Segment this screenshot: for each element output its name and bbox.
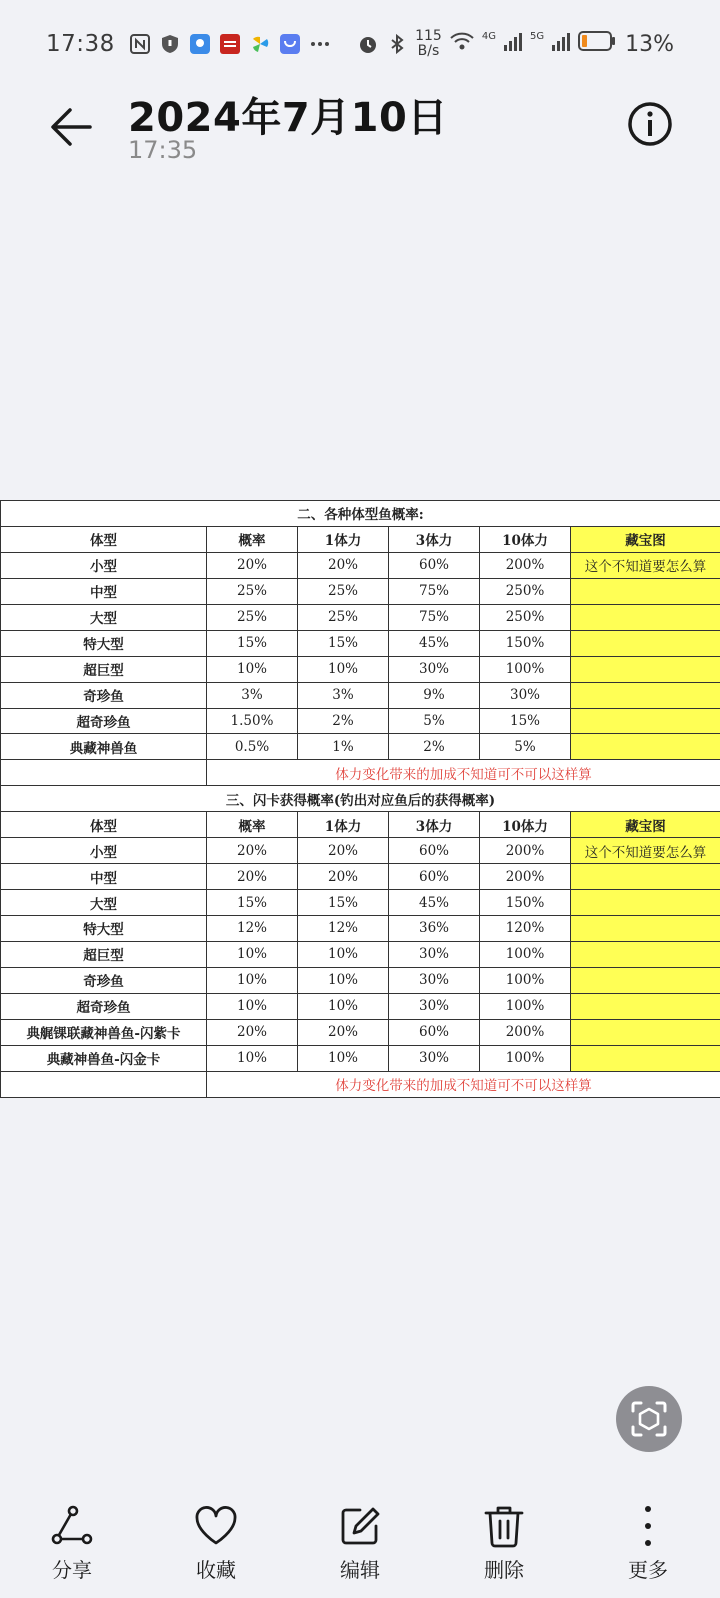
probability-cell: 150% — [480, 890, 571, 916]
probability-cell: 10% — [207, 993, 298, 1019]
fish-type-cell: 奇珍鱼 — [1, 967, 207, 993]
probability-cell: 150% — [480, 630, 571, 656]
probability-cell: 30% — [389, 993, 480, 1019]
status-time: 17:38 — [46, 31, 115, 57]
treasure-map-cell — [571, 890, 720, 916]
probability-cell: 10% — [298, 941, 389, 967]
probability-cell: 0.5% — [207, 734, 298, 760]
table3-note-row — [1, 1071, 720, 1097]
probability-cell: 10% — [207, 967, 298, 993]
alarm-icon — [357, 33, 379, 55]
probability-cell: 10% — [207, 941, 298, 967]
treasure-map-cell — [571, 993, 720, 1019]
fish-type-cell: 典艉锞联藏神兽鱼-闪紫卡 — [1, 1019, 207, 1045]
status-bar — [0, 0, 720, 88]
fish-type-cell: 小型 — [1, 838, 207, 864]
table2-note-text: 体力变化带来的加成不知道可不可以这样算 — [207, 760, 720, 786]
battery-percent: 13% — [625, 31, 674, 57]
table3-col-header: 概率 — [207, 812, 298, 838]
table3-row — [1, 967, 720, 993]
empty-cell — [1, 760, 207, 786]
table2-col-header: 藏宝图 — [571, 526, 720, 552]
treasure-map-cell — [571, 656, 720, 682]
wifi-icon — [449, 30, 475, 58]
empty-cell — [1, 1071, 207, 1097]
table2-note-row — [1, 760, 720, 786]
table2-header-row — [1, 526, 720, 552]
fish-type-cell: 超奇珍鱼 — [1, 708, 207, 734]
probability-cell: 2% — [389, 734, 480, 760]
probability-cell: 200% — [480, 1019, 571, 1045]
probability-cell: 25% — [298, 604, 389, 630]
section3-title: 三、闪卡获得概率(钓出对应鱼后的获得概率) — [1, 786, 720, 812]
table2-row — [1, 734, 720, 760]
probability-cell: 250% — [480, 604, 571, 630]
probability-cell: 200% — [480, 838, 571, 864]
table3-col-header: 体型 — [1, 812, 207, 838]
page-subtitle-time: 17:35 — [128, 136, 198, 164]
gongxin-app-icon — [219, 33, 241, 55]
treasure-map-cell — [571, 708, 720, 734]
table3-row — [1, 1019, 720, 1045]
info-icon — [626, 100, 674, 148]
net-speed — [415, 29, 442, 59]
probability-cell: 20% — [298, 838, 389, 864]
fish-type-cell: 典藏神兽鱼 — [1, 734, 207, 760]
trash-icon — [482, 1504, 526, 1548]
probability-cell: 1.50% — [207, 708, 298, 734]
net-speed-value: 115 — [415, 28, 442, 44]
fish-type-cell: 大型 — [1, 604, 207, 630]
back-arrow-icon — [46, 102, 96, 152]
probability-cell: 25% — [207, 604, 298, 630]
more-vertical-icon — [626, 1504, 670, 1548]
table3-row — [1, 838, 720, 864]
probability-cell: 75% — [389, 604, 480, 630]
table2-row — [1, 630, 720, 656]
edit-label: 编辑 — [340, 1558, 380, 1582]
more-button[interactable] — [598, 1496, 698, 1596]
table2-row — [1, 604, 720, 630]
probability-cell: 30% — [389, 941, 480, 967]
probability-cell: 20% — [207, 552, 298, 578]
probability-cell: 120% — [480, 916, 571, 942]
section2-title: 二、各种体型鱼概率: — [1, 501, 720, 527]
fish-type-cell: 特大型 — [1, 916, 207, 942]
probability-cell: 250% — [480, 578, 571, 604]
fish-type-cell: 中型 — [1, 864, 207, 890]
probability-cell: 10% — [298, 1045, 389, 1071]
treasure-map-cell: 这个不知道要怎么算 — [571, 838, 720, 864]
probability-cell: 45% — [389, 890, 480, 916]
fish-type-cell: 小型 — [1, 552, 207, 578]
info-button[interactable] — [626, 100, 674, 148]
signal-icon — [503, 30, 523, 58]
edit-icon — [338, 1504, 382, 1548]
probability-cell: 20% — [298, 552, 389, 578]
table3-col-header: 10体力 — [480, 812, 571, 838]
probability-cell: 15% — [298, 630, 389, 656]
fish-type-cell: 奇珍鱼 — [1, 682, 207, 708]
fish-type-cell: 超巨型 — [1, 656, 207, 682]
table2-row — [1, 682, 720, 708]
probability-cell: 60% — [389, 1019, 480, 1045]
back-button[interactable] — [46, 102, 96, 152]
table2-col-header: 3体力 — [389, 526, 480, 552]
probability-cell: 25% — [298, 578, 389, 604]
probability-cell: 10% — [298, 967, 389, 993]
treasure-map-cell — [571, 864, 720, 890]
signal-icon — [551, 30, 571, 58]
table2-row — [1, 578, 720, 604]
favorite-label: 收藏 — [196, 1558, 236, 1582]
probability-cell: 36% — [389, 916, 480, 942]
pinwheel-icon — [249, 33, 271, 55]
probability-cell: 12% — [298, 916, 389, 942]
probability-cell: 100% — [480, 967, 571, 993]
fish-type-cell: 中型 — [1, 578, 207, 604]
shield-icon — [159, 33, 181, 55]
store-icon — [279, 33, 301, 55]
probability-cell: 75% — [389, 578, 480, 604]
probability-cell: 3% — [207, 682, 298, 708]
app-icon — [189, 33, 211, 55]
treasure-map-cell: 这个不知道要怎么算 — [571, 552, 720, 578]
fish-type-cell: 超奇珍鱼 — [1, 993, 207, 1019]
signal-label-2: 5G — [529, 30, 545, 42]
probability-cell: 5% — [389, 708, 480, 734]
probability-cell: 15% — [298, 890, 389, 916]
probability-cell: 10% — [298, 993, 389, 1019]
section3-title-row — [1, 786, 720, 812]
probability-cell: 1% — [298, 734, 389, 760]
table3-header-row — [1, 812, 720, 838]
net-speed-unit: B/s — [417, 43, 440, 59]
probability-cell: 30% — [389, 967, 480, 993]
bottom-toolbar — [0, 1496, 720, 1598]
probability-cell: 10% — [207, 1045, 298, 1071]
battery-icon — [578, 30, 616, 58]
treasure-map-cell — [571, 734, 720, 760]
fish-type-cell: 超巨型 — [1, 941, 207, 967]
probability-cell: 2% — [298, 708, 389, 734]
probability-cell: 30% — [389, 1045, 480, 1071]
favorite-button[interactable] — [166, 1496, 266, 1596]
page-title: 2024年7月10日 — [128, 95, 448, 141]
treasure-map-cell — [571, 578, 720, 604]
probability-table — [0, 500, 720, 1098]
probability-cell: 20% — [298, 864, 389, 890]
table2-row — [1, 552, 720, 578]
table3-col-header: 1体力 — [298, 812, 389, 838]
fish-type-cell: 典藏神兽鱼-闪金卡 — [1, 1045, 207, 1071]
probability-cell: 20% — [207, 838, 298, 864]
probability-cell: 15% — [207, 890, 298, 916]
treasure-map-cell — [571, 1019, 720, 1045]
table2-col-header: 体型 — [1, 526, 207, 552]
signal-label-1: 4G — [481, 30, 496, 42]
table3-row — [1, 941, 720, 967]
treasure-map-cell — [571, 630, 720, 656]
probability-cell: 200% — [480, 552, 571, 578]
table2-row — [1, 708, 720, 734]
probability-cell: 25% — [207, 578, 298, 604]
probability-cell: 100% — [480, 993, 571, 1019]
delete-button[interactable] — [454, 1496, 554, 1596]
table3-row — [1, 864, 720, 890]
ai-lens-button[interactable] — [616, 1386, 682, 1452]
nfc-icon — [129, 33, 151, 55]
table3-row — [1, 993, 720, 1019]
treasure-map-cell — [571, 1045, 720, 1071]
treasure-map-cell — [571, 604, 720, 630]
table2-col-header: 1体力 — [298, 526, 389, 552]
probability-cell: 15% — [207, 630, 298, 656]
header — [0, 80, 720, 180]
fish-type-cell: 大型 — [1, 890, 207, 916]
table3-col-header: 3体力 — [389, 812, 480, 838]
probability-cell: 15% — [480, 708, 571, 734]
table2-row — [1, 656, 720, 682]
probability-cell: 3% — [298, 682, 389, 708]
bluetooth-icon — [386, 33, 408, 55]
more-dots-icon — [309, 33, 331, 55]
probability-cell: 10% — [207, 656, 298, 682]
probability-cell: 100% — [480, 656, 571, 682]
lens-scan-icon — [629, 1399, 669, 1439]
probability-cell: 9% — [389, 682, 480, 708]
share-button[interactable] — [22, 1496, 122, 1596]
share-icon — [50, 1504, 94, 1548]
probability-cell: 100% — [480, 1045, 571, 1071]
probability-cell: 45% — [389, 630, 480, 656]
treasure-map-cell — [571, 941, 720, 967]
probability-cell: 20% — [207, 864, 298, 890]
treasure-map-cell — [571, 916, 720, 942]
share-label: 分享 — [52, 1558, 92, 1582]
table3-col-header: 藏宝图 — [571, 812, 720, 838]
table2-col-header: 10体力 — [480, 526, 571, 552]
probability-cell: 100% — [480, 941, 571, 967]
fish-type-cell: 特大型 — [1, 630, 207, 656]
heart-icon — [194, 1504, 238, 1548]
probability-cell: 5% — [480, 734, 571, 760]
probability-cell: 20% — [207, 1019, 298, 1045]
probability-cell: 60% — [389, 838, 480, 864]
photo-image[interactable] — [0, 500, 720, 1098]
table3-row — [1, 1045, 720, 1071]
delete-label: 删除 — [484, 1558, 524, 1582]
table3-note-text: 体力变化带来的加成不知道可不可以这样算 — [207, 1071, 720, 1097]
probability-cell: 60% — [389, 864, 480, 890]
probability-cell: 30% — [480, 682, 571, 708]
probability-cell: 20% — [298, 1019, 389, 1045]
probability-cell: 200% — [480, 864, 571, 890]
probability-cell: 10% — [298, 656, 389, 682]
edit-button[interactable] — [310, 1496, 410, 1596]
more-label: 更多 — [628, 1558, 668, 1582]
treasure-map-cell — [571, 682, 720, 708]
treasure-map-cell — [571, 967, 720, 993]
table2-col-header: 概率 — [207, 526, 298, 552]
probability-cell: 12% — [207, 916, 298, 942]
probability-cell: 30% — [389, 656, 480, 682]
table3-row — [1, 890, 720, 916]
probability-cell: 60% — [389, 552, 480, 578]
table3-row — [1, 916, 720, 942]
